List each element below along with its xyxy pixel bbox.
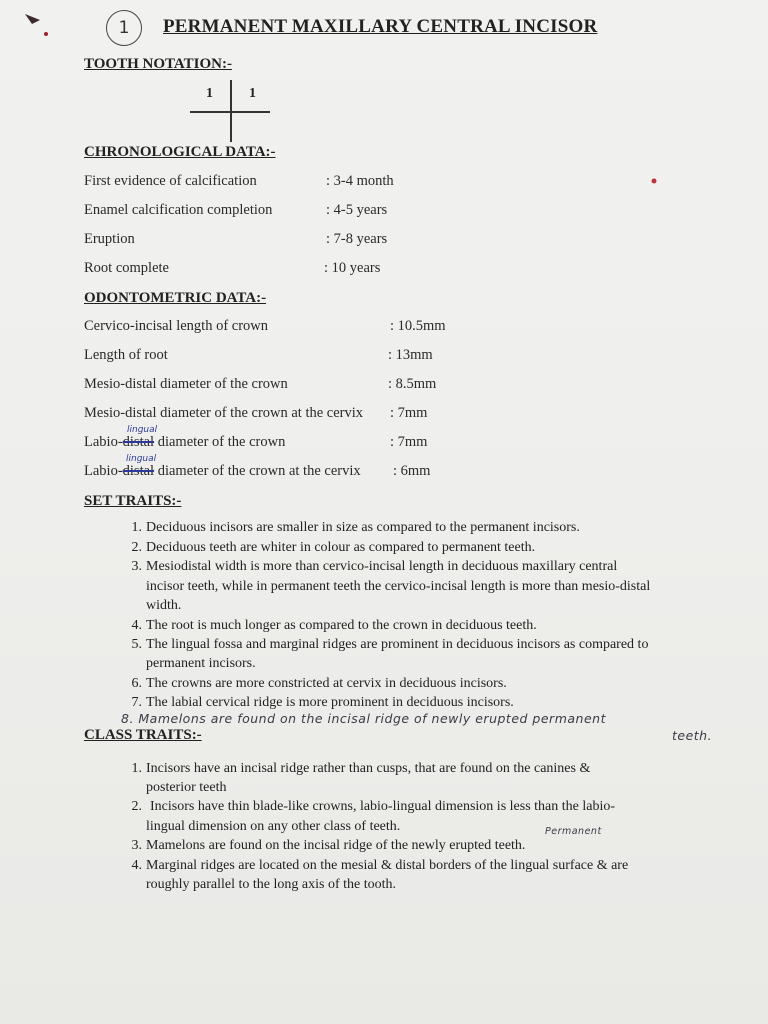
odonto-prefix: Labio- [84, 434, 123, 450]
list-item-continuation: permanent incisors. [146, 656, 256, 671]
handwritten-insert: lingual [126, 454, 157, 464]
page-number-circle: 1 [106, 10, 142, 46]
odontometric-heading: ODONTOMETRIC DATA:- [84, 290, 267, 306]
red-dot-mark [650, 177, 658, 185]
list-item-continuation: incisor teeth, while in permanent teeth the cervico-incisal length is more than mesio-distal [146, 579, 651, 594]
document-page: 1 PERMANENT MAXILLARY CENTRAL INCISOR TOOTH NOTATION:- 1 1 CHRONOLOGICAL DATA:- First evidence of calcification : 3-4 month Enamel calcification completion : 4-5 years Eruption : 7-8 years Root complete : 10 years ODONTOMETRIC DATA:- Cervico-incisal length of crown : 10.5mm Length of root : 13mm Mesio-distal diameter of the crown : 8.5mm Mesio-distal diameter of the crown at the cervix : 7mm Labio-distal diameter of the crown lingual : 7mm Labio-distal diameter of the crown at the cervix lingual : 6mm SET TRAITS:- 1. Deciduous incisors are smaller in size as compared to the permanent incisors. 2. Deciduous teeth are whiter in colour as compared to permanent teeth. 3. Mesiodistal width is more than cervico-incisal length in deciduous maxillary central incisor teeth, while in permanent teeth the cervico-incisal length is more than mesio-distal width. 4. The root is much longer as compared to the crown in deciduous teeth. 5. The lingual fossa and marginal ridges are prominent in deciduous incisors as compared to permanent incisors. 6. The crowns are more constricted at cervix in deciduous incisors. 7. The labial cervical ridge is more prominent in deciduous incisors. 8. Mamelons are found on the incisal ridge of newly erupted permanent teeth. CLASS TRAITS:- 1. Incisors have an incisal ridge rather than cusps, that are found on the canines & posterior teeth 2. Incisors have thin blade-like crowns, labio-lingual dimension is less than the labio- lingual dimension on any other class of teeth. Permanent 3. Mamelons are found on the incisal ridge of the newly erupted teeth. 4. Marginal ridges are located on the mesial & distal borders of the lingual surface & are roughly parallel to the long axis of the tooth. [0, 0, 768, 1024]
odonto-prefix: Labio- [84, 463, 123, 479]
list-item-continuation: lingual dimension on any other class of teeth. [146, 819, 401, 834]
list-item-continuation: roughly parallel to the long axis of the tooth. [146, 877, 397, 892]
odonto-label: Cervico-incisal length of crown [84, 318, 269, 334]
set-traits-heading: SET TRAITS:- [84, 493, 182, 509]
chronological-heading: CHRONOLOGICAL DATA:- [84, 144, 276, 160]
chrono-label: Enamel calcification completion [84, 202, 273, 218]
odonto-suffix: diameter of the crown [157, 434, 286, 450]
odonto-value: : 7mm [390, 434, 428, 450]
odonto-value: : 13mm [388, 347, 433, 363]
notation-right: 1 [249, 86, 256, 101]
notation-left: 1 [206, 86, 213, 101]
odonto-label: Mesio-distal diameter of the crown at the cervix [84, 405, 364, 421]
handwritten-note: teeth. [672, 728, 713, 743]
handwritten-insert: lingual [127, 425, 158, 435]
chrono-value: : 7-8 years [326, 231, 388, 247]
struck-word: distal [122, 434, 155, 450]
chrono-value: : 4-5 years [326, 202, 388, 218]
tooth-notation-heading: TOOTH NOTATION:- [84, 56, 232, 72]
odonto-edited-row [84, 434, 285, 451]
handwritten-insert: Permanent [545, 826, 602, 837]
odonto-label: Length of root [84, 347, 168, 363]
odonto-value: : 7mm [390, 405, 428, 421]
chrono-label: Root complete [84, 260, 169, 276]
list-item-continuation: posterior teeth [146, 780, 227, 795]
page-title: PERMANENT MAXILLARY CENTRAL INCISOR [163, 16, 598, 37]
list-item-continuation: width. [146, 598, 182, 613]
odonto-value: : 10.5mm [390, 318, 446, 334]
struck-word: distal [122, 463, 155, 479]
chrono-value: : 3-4 month [326, 173, 394, 189]
odonto-edited-row [84, 463, 361, 480]
odonto-value: : 6mm [393, 463, 431, 479]
class-traits-heading: CLASS TRAITS:- [84, 727, 202, 743]
notation-horizontal-line [190, 111, 270, 113]
odonto-value: : 8.5mm [388, 376, 437, 392]
chrono-label: Eruption [84, 231, 135, 247]
odonto-suffix: diameter of the crown at the cervix [157, 463, 361, 479]
chrono-label: First evidence of calcification [84, 173, 257, 189]
corner-mark-icon [22, 8, 52, 38]
chrono-value: : 10 years [324, 260, 381, 276]
odonto-label: Mesio-distal diameter of the crown [84, 376, 288, 392]
handwritten-note: 8. Mamelons are found on the incisal ridge of newly erupted permanent [121, 711, 606, 726]
